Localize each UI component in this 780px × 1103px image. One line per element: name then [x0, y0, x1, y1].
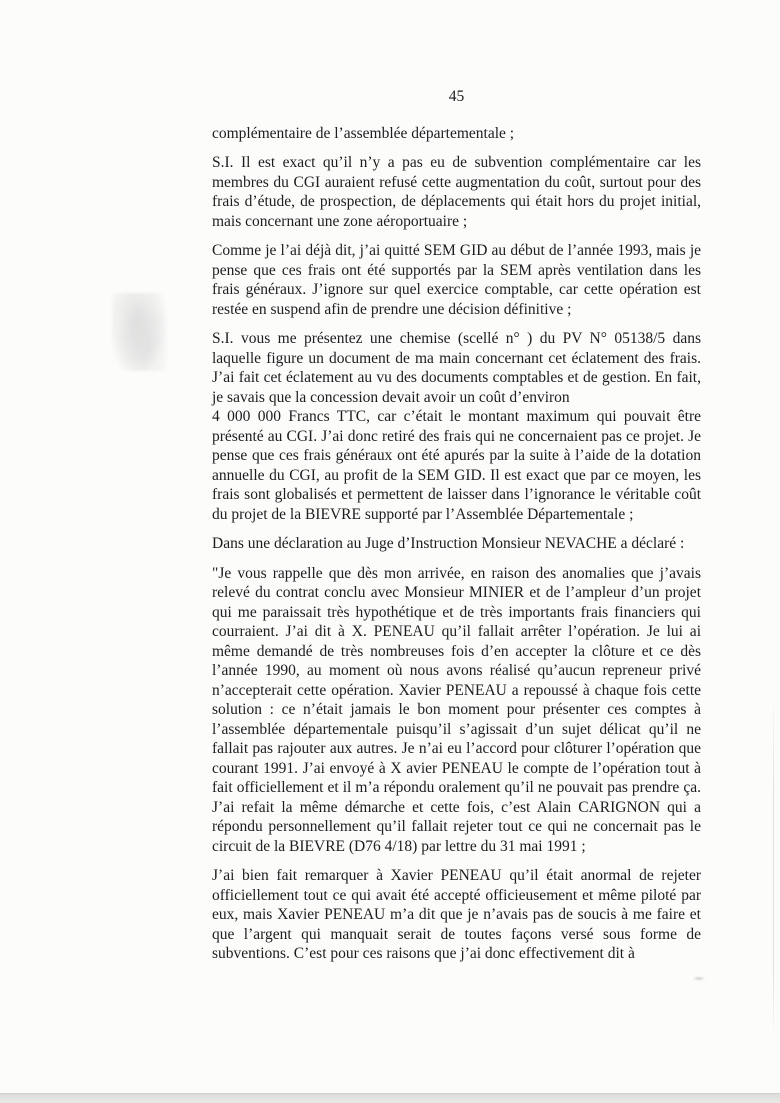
scan-edge-line-artifact — [773, 690, 774, 1040]
paragraph-4: S.I. vous me présentez une chemise (scellé n° ) du PV N° 05138/5 dans laquelle figure un document de ma main concernant cet éclatement des frais. J’ai fait cet éclatement au vu des documents comptables et de gestion. En fait, je savais que la concession devait avoir un coût d’environ — [212, 330, 701, 406]
paragraph-8: J’ai bien fait remarquer à Xavier PENEAU qu’il était anormal de rejeter officiellement tout ce qui avait été accepté officieusement et même piloté par eux, mais Xavier PENEAU m’a dit que je n’avais pas de soucis à me faire et que l’argent qui manquait serait de toutes façons versé sous forme de subventions. C’est pour ces raisons que j’ai donc effectivement dit à — [212, 867, 701, 962]
page-content — [212, 87, 701, 974]
scan-bottom-edge-artifact — [0, 1093, 780, 1103]
paragraph-1: complémentaire de l’assemblée départementale ; — [212, 124, 515, 142]
page-number — [212, 87, 701, 107]
paragraph-6: Dans une déclaration au Juge d’Instruction Monsieur NEVACHE a déclaré : — [212, 535, 685, 552]
paragraph-3: Comme je l’ai déjà dit, j’ai quitté SEM GID au début de l’année 1993, mais je pense que ces frais ont été supportés par la SEM après ventilation dans les frais généraux. J’ignore sur quel exercice comptable, car cette opération est restée en suspend afin de prendre une décision définitive ; — [212, 242, 701, 318]
scan-smudge-artifact — [112, 293, 167, 371]
paragraph-7: "Je vous rappelle que dès mon arrivée, en raison des anomalies que j’avais relevé du contrat conclu avec Monsieur MINIER et de l’ampleur d’un projet qui me paraissait très hypothétique et de très importants frais financiers qui courraient. J’ai dit à X. PENEAU qu’il fallait arrêter l’opération. Je lui ai même demandé de très nombreuses fois d’en accepter la clôture et ce dès l’année 1990, au moment où nous avons réalisé qu’aucun repreneur privé n’accepterait cette opération. Xavier PENEAU a repoussé à chaque fois cette solution : ce n’était jamais le bon moment pour présenter ces comptes à l’assemblée départementale puisqu’il s’agissait d’un sujet délicat qu’il ne fallait pas rajouter aux autres. Je n’ai eu l’accord pour clôturer l’opération que courant 1991. J’ai envoyé à X avier PENEAU le compte de l’opération tout à fait officiellement et il m’a répondu oralement qu’il ne pouvait pas prendre ça. J’ai refait la même démarche et cette fois, c’est Alain CARIGNON qui a répondu personnellement qu’il fallait rejeter tout ce qui ne concernait pas le circuit de la BIEVRE (D76 4/18) par lettre du 31 mai 1991 ; — [212, 564, 701, 855]
page-number-value: 45 — [448, 88, 465, 105]
paragraph-2: S.I. Il est exact qu’il n’y a pas eu de subvention complémentaire car les membres du CGI auraient refusé cette augmentation du coût, surtout pour des frais d’étude, de prospection, de déplacements qui était hors du projet initial, mais concernant une zone aéroportuaire ; — [212, 154, 701, 230]
scan-speck-artifact — [692, 976, 706, 981]
paragraph-5: 4 000 000 Francs TTC, car c’était le montant maximum qui pouvait être présenté au CGI. J’ai donc retiré des frais qui ne concernaient pas ce projet. Je pense que ces frais généraux ont été apurés par la suite à l’aide de la dotation annuelle du CGI, au profit de la SEM GID. Il est exact que par ce moyen, les frais sont globalisés et permettent de laisser dans l’ignorance le véritable coût du projet de la BIEVRE supporté par l’Assemblée Départementale ; — [212, 408, 701, 523]
